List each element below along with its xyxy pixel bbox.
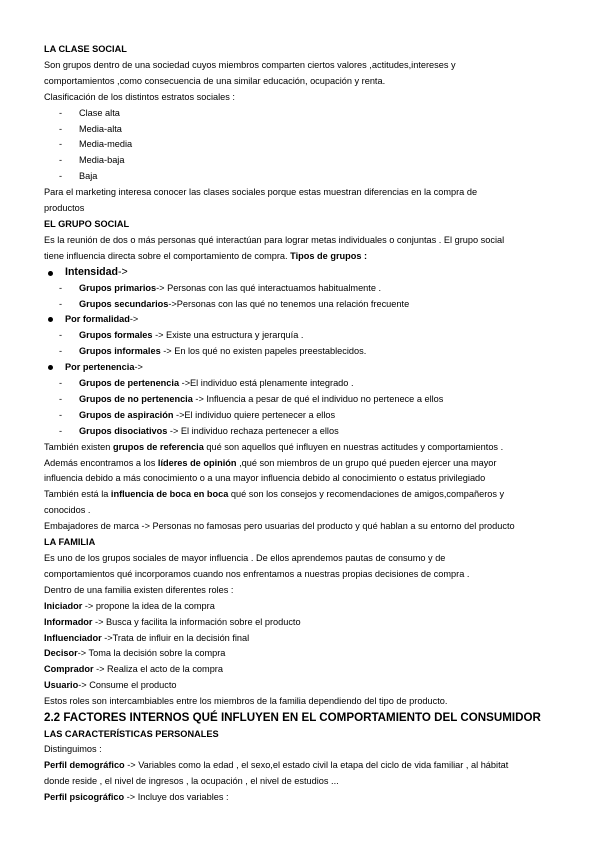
paragraph-line: Distinguimos : (44, 744, 102, 755)
dash-marker: - (59, 123, 63, 134)
list-item (44, 392, 564, 408)
term: Grupos disociativos (79, 425, 168, 436)
list-item (44, 328, 564, 344)
section-heading-grupo-social: EL GRUPO SOCIAL (44, 218, 130, 229)
bold-run: Tipos de grupos : (290, 250, 368, 261)
term: Grupos de pertenencia (79, 378, 180, 389)
paragraph-line: conocidos . (44, 505, 91, 516)
list-item (44, 169, 564, 185)
bullet-item-formalidad (44, 312, 564, 328)
role-line (44, 599, 564, 615)
paragraph-line: Es la reunión de dos o más personas qué interactúan para lograr metas individuales o conjuntas . El grupo social (44, 234, 505, 245)
list-item-label: Media-alta (79, 123, 122, 134)
paragraph-line: comportamientos ,como consecuencia de una similar educación, ocupación y renta. (44, 75, 386, 86)
role-term: Usuario (44, 680, 79, 691)
term-description: -> En los qué no existen papeles preestablecidos. (160, 346, 367, 357)
term-description: ->El individuo está plenamente integrado . (179, 378, 354, 389)
role-description: -> Realiza el acto de la compra (93, 664, 223, 675)
role-description: -> Busca y facilita la información sobre el producto (92, 616, 301, 627)
bold-run: líderes de opinión (157, 457, 237, 468)
bold-run: influencia de boca en boca (110, 489, 229, 500)
role-description: -> propone la idea de la compra (82, 600, 215, 611)
paragraph-line: Embajadores de marca -> Personas no famosas pero usuarias del producto y qué hablan a su entorno del producto (44, 521, 515, 532)
term-description: ->Personas con las qué no tenemos una relación frecuente (168, 298, 410, 309)
list-item (44, 424, 564, 440)
role-description: ->Trata de influir en la decisión final (101, 632, 250, 643)
list-item (44, 106, 564, 122)
term-description: -> Influencia a pesar de qué el individuo no pertenece a ellos (192, 393, 444, 404)
term: Grupos formales (79, 330, 153, 341)
section-heading-familia: LA FAMILIA (44, 537, 96, 548)
text-run: tiene influencia directa sobre el comportamiento de compra. (44, 250, 288, 261)
dash-marker: - (59, 346, 63, 357)
arrow-text: -> (129, 314, 139, 325)
dash-marker: - (59, 107, 63, 118)
bold-run: Perfil demográfico (44, 760, 125, 771)
arrow-text: -> (117, 265, 128, 278)
bullet-item-pertenencia (44, 360, 564, 376)
term-description: ->El individuo quiere pertenecer a ellos (173, 409, 336, 420)
text-run: -> Incluye dos variables : (124, 792, 229, 803)
list-item-label: Clase alta (79, 107, 120, 118)
bullet-label: Intensidad (65, 265, 118, 278)
role-term: Informador (44, 616, 93, 627)
list-item (44, 153, 564, 169)
role-term: Iniciador (44, 600, 83, 611)
term: Grupos secundarios (79, 298, 169, 309)
paragraph-line (44, 249, 564, 265)
bullet-item-intensidad (44, 265, 564, 281)
text-run: ,qué son miembros de un grupo qué pueden ejercer una mayor (236, 457, 497, 468)
paragraph-line: productos (44, 203, 85, 214)
list-item (44, 122, 564, 138)
paragraph-line (44, 487, 564, 503)
text-run: qué son aquellos qué influyen en nuestras actitudes y comportamientos . (203, 441, 504, 452)
dash-marker: - (59, 393, 63, 404)
list-item-label: Media-baja (79, 155, 125, 166)
role-description: -> Toma la decisión sobre la compra (77, 648, 226, 659)
dash-marker: - (59, 409, 63, 420)
bold-run: grupos de referencia (112, 441, 204, 452)
text-run: -> Variables como la edad , el sexo,el estado civil la etapa del ciclo de vida familiar , al hábitat (124, 760, 509, 771)
paragraph-line: Para el marketing interesa conocer las clases sociales porque estas muestran diferencias en la compra de (44, 187, 478, 198)
term-description: -> El individuo rechaza pertenecer a ellos (167, 425, 339, 436)
term: Grupos de no pertenencia (79, 393, 193, 404)
text-run: También existen (44, 441, 113, 452)
role-line (44, 678, 564, 694)
list-item (44, 281, 564, 297)
role-line (44, 646, 564, 662)
paragraph-line: Clasificación de los distintos estratos sociales : (44, 91, 235, 102)
role-term: Comprador (44, 664, 94, 675)
section-heading-clase-social: LA CLASE SOCIAL (44, 44, 127, 54)
term: Grupos de aspiración (79, 409, 174, 420)
list-item (44, 137, 564, 153)
paragraph-line (44, 440, 564, 456)
paragraph-line: donde reside , el nivel de ingresos , la ocupación , el nivel de estudios ... (44, 776, 339, 787)
section-heading-factores-internos: 2.2 FACTORES INTERNOS QUÉ INFLUYEN EN EL COMPORTAMIENTO DEL CONSUMIDOR (44, 711, 541, 725)
document-page (44, 42, 564, 806)
list-item (44, 297, 564, 313)
list-item-label: Media-media (79, 139, 133, 150)
paragraph-line: Es uno de los grupos sociales de mayor influencia . De ellos aprendemos pautas de consumo y de (44, 553, 446, 563)
list-item (44, 408, 564, 424)
paragraph-line (44, 790, 564, 806)
subheading-caracteristicas: LAS CARACTERÍSTICAS PERSONALES (44, 728, 219, 739)
dash-marker: - (59, 298, 63, 309)
dash-marker: - (59, 330, 63, 341)
text-run: qué son los consejos y recomendaciones de amigos,compañeros y (228, 489, 505, 500)
bullet-dot (48, 317, 53, 322)
dash-marker: - (59, 139, 63, 150)
text-run: Además encontramos a los (44, 457, 158, 468)
paragraph-line: Dentro de una familia existen diferentes roles : (44, 584, 234, 595)
text-run: También está la (44, 489, 111, 500)
paragraph-line: influencia debido a más conocimiento o a una mayor influencia debido al conocimiento o estatus privilegiado (44, 473, 486, 484)
list-item (44, 376, 564, 392)
dash-marker: - (59, 282, 63, 293)
dash-marker: - (59, 155, 63, 166)
paragraph-line: Estos roles son intercambiables entre los miembros de la familia dependiendo del tipo de producto. (44, 696, 448, 707)
term-description: -> Existe una estructura y jerarquía . (152, 330, 304, 341)
role-line (44, 631, 564, 647)
bullet-dot (48, 271, 53, 276)
role-description: -> Consume el producto (78, 680, 177, 691)
role-line (44, 615, 564, 631)
term-description: -> Personas con las qué interactuamos habitualmente . (156, 282, 382, 293)
bullet-label: Por formalidad (65, 314, 130, 325)
arrow-text: -> (134, 362, 143, 373)
list-item (44, 344, 564, 360)
paragraph-line: comportamientos qué incorporamos cuando nos enfrentamos a nuestras propias decisiones de compra . (44, 568, 470, 579)
estratos-list (44, 106, 564, 186)
paragraph-line: Son grupos dentro de una sociedad cuyos miembros comparten ciertos valores ,actitudes,intereses y (44, 59, 456, 70)
dash-marker: - (59, 378, 63, 389)
paragraph-line (44, 456, 564, 472)
role-term: Influenciador (44, 632, 102, 643)
term: Grupos primarios (79, 282, 157, 293)
term: Grupos informales (79, 346, 161, 357)
role-term: Decisor (44, 648, 78, 659)
dash-marker: - (59, 425, 63, 436)
list-item-label: Baja (79, 171, 98, 182)
dash-marker: - (59, 171, 63, 182)
bullet-label: Por pertenencia (65, 362, 135, 373)
paragraph-line (44, 758, 564, 774)
bullet-dot (48, 365, 53, 370)
role-line (44, 662, 564, 678)
bold-run: Perfil psicográfico (44, 792, 125, 803)
